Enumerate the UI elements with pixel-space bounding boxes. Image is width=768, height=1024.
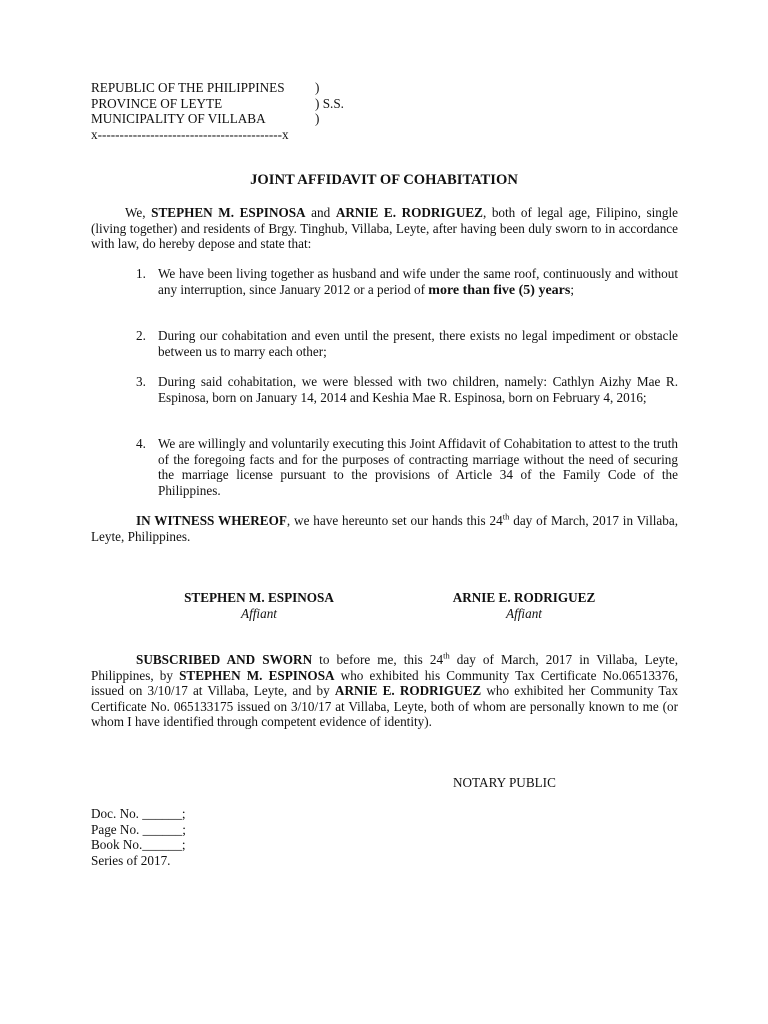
jurat-text-2: day of March, 2017 in Villaba, Leyte, Philippines, by — [91, 652, 678, 683]
venue-ss-bracket: ) S.S. — [315, 95, 344, 111]
item-number: 2. — [136, 328, 146, 343]
venue-line-republic — [91, 80, 411, 96]
item-2-text: During our cohabitation and even until the present, there exists no legal impediment or obstacle between us to marry each other; — [158, 328, 678, 359]
doc-number: Doc. No. ______; — [91, 806, 186, 821]
item-1-bold: more than five (5) years — [428, 282, 571, 298]
statement-item-1 — [136, 266, 678, 298]
document-title: JOINT AFFIDAVIT OF COHABITATION — [250, 172, 518, 188]
signature-block-2 — [414, 590, 634, 621]
signatory-name: STEPHEN M. ESPINOSA — [184, 590, 334, 605]
witness-text-1: , we have hereunto set our hands this 24 — [286, 513, 503, 528]
jurat-affiant-1: STEPHEN M. ESPINOSA — [179, 667, 335, 683]
intro-and: and — [305, 205, 336, 220]
venue-line-province — [91, 96, 411, 112]
venue-bracket: ) — [315, 80, 320, 95]
series-year: Series of 2017. — [91, 852, 171, 868]
notary-public-label: NOTARY PUBLIC — [453, 775, 556, 790]
item-number: 4. — [136, 436, 146, 451]
witness-heading: IN WITNESS WHEREOF — [136, 513, 287, 528]
item-text — [158, 266, 678, 298]
book-number: Book No.______; — [91, 837, 186, 853]
witness-text-2: day of March, 2017 in Villaba, Leyte, Philippines. — [91, 513, 678, 544]
item-number: 3. — [136, 374, 146, 389]
venue-bracket: ) — [315, 111, 320, 127]
page-number: Page No. ______; — [91, 821, 186, 837]
jurat-text-1: to before me, this 24 — [312, 652, 444, 667]
jurat-heading: SUBSCRIBED AND SWORN — [136, 652, 313, 667]
statement-item-3 — [136, 374, 678, 405]
statement-item-4 — [136, 436, 678, 498]
signatory-name: ARNIE E. RODRIGUEZ — [452, 590, 596, 605]
venue-country: REPUBLIC OF THE PHILIPPINES — [91, 80, 285, 95]
statement-item-2 — [136, 328, 678, 359]
notarial-register — [91, 806, 186, 868]
witness-ordinal: th — [502, 511, 510, 522]
signatory-role: Affiant — [506, 605, 542, 621]
jurat-affiant-2: ARNIE E. RODRIGUEZ — [334, 683, 482, 699]
jurat-text-4: who exhibited her Community Tax Certificate No. 065133175 issued on 3/10/17 at Villaba, Leyte, both of whom are personally known to me (or whom I have identified through competent evidence of identity). — [91, 683, 678, 730]
intro-affiant-2: ARNIE E. RODRIGUEZ — [335, 205, 483, 220]
jurat-text-3: who exhibited his Community Tax Certificate No.06513376, issued on 3/10/17 at Villaba, Leyte, and by — [91, 667, 678, 699]
intro-affiant-1: STEPHEN M. ESPINOSA — [151, 205, 306, 220]
intro-rest: , both of legal age, Filipino, single (living together) and residents of Brgy. Tinghub, Villaba, Leyte, after having been duly sworn to in accordance with law, do hereby depose and state that: — [91, 205, 678, 252]
venue-header — [91, 80, 411, 142]
venue-separator: x------------------------------------------x — [91, 126, 289, 142]
signatory-role: Affiant — [241, 605, 277, 621]
venue-province: PROVINCE OF LEYTE — [91, 95, 223, 111]
intro-we: We, — [125, 205, 152, 220]
intro-paragraph — [91, 205, 678, 252]
item-4-text: We are willingly and voluntarily executing this Joint Affidavit of Cohabitation to attest to the truth of the foregoing facts and for the purposes of contracting marriage without the need of securing the marriage license pursuant to the provisions of Article 34 of the Family Code of the Philippines. — [158, 436, 678, 498]
item-number: 1. — [136, 266, 146, 281]
item-3-text: During said cohabitation, we were blessed with two children, namely: Cathlyn Aizhy Mae R. Espinosa, born on January 14, 2014 and Keshia Mae R. Espinosa, born on February 4, 2016; — [158, 374, 678, 405]
venue-municipality: MUNICIPALITY OF VILLABA — [91, 111, 266, 127]
jurat-ordinal: th — [443, 650, 450, 661]
jurat-paragraph — [91, 652, 678, 730]
item-1-text: We have been living together as husband and wife under the same roof, continuously and without any interruption, since January 2012 or a period of — [158, 266, 678, 297]
witness-paragraph — [91, 513, 678, 544]
venue-line-municipality — [91, 111, 411, 127]
signature-block-1 — [149, 590, 369, 621]
item-1-end: ; — [570, 281, 574, 297]
